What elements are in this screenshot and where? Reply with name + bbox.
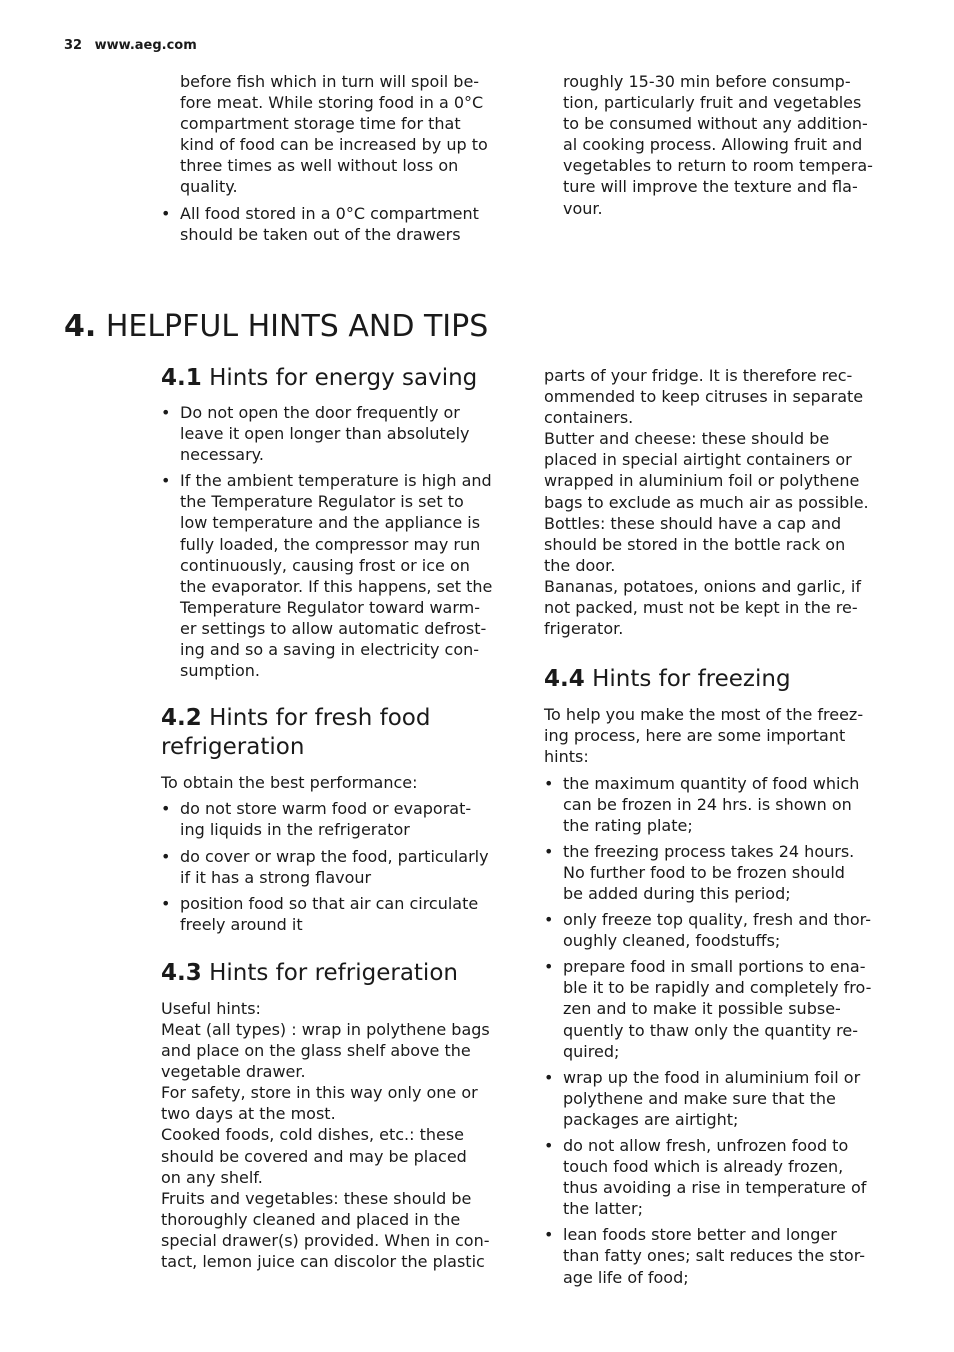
- list-item: • position food so that air can circulate freely around it: [161, 893, 521, 935]
- list-item: • the freezing process takes 24 hours. No further food to be frozen should be added during this period;: [544, 841, 914, 904]
- section-title: Hints for freezing: [592, 666, 791, 693]
- list-item: • All food stored in a 0°C compartment should be taken out of the drawers: [161, 203, 521, 245]
- chapter-title: HELPFUL HINTS AND TIPS: [105, 309, 489, 344]
- section-title: Hints for energy saving: [209, 365, 478, 391]
- section-heading-4-1: [161, 364, 521, 393]
- top-left-bullets: [161, 203, 521, 245]
- energy-saving-list: [161, 402, 521, 681]
- right-column: [544, 365, 914, 1293]
- section-intro: To help you make the most of the freez- ing process, here are some important hints:: [544, 705, 864, 767]
- freezing-list: [544, 773, 914, 1288]
- fresh-food-list: [161, 798, 521, 935]
- list-item: • only freeze top quality, fresh and thor- oughly cleaned, foodstuffs;: [544, 909, 914, 951]
- section-title: Hints for refrigeration: [209, 959, 458, 986]
- list-item: • do cover or wrap the food, particularly if it has a strong flavour: [161, 846, 521, 888]
- list-item: • lean foods store better and longer than fatty ones; salt reduces the stor- age life of food;: [544, 1224, 914, 1287]
- section-heading-4-3: [161, 959, 521, 988]
- chapter-heading: [64, 308, 488, 346]
- page-header: [64, 38, 197, 53]
- left-column: [161, 364, 521, 1272]
- refrigeration-text-continued: parts of your fridge. It is therefore rec- ommended to keep citruses in separate containers. Butter and cheese: these should be placed in special airtight containers or wrapped in aluminium foil or polythene bags to exclude as much air as possible. Bottles: these should have a cap and should be stored in the bottle rack on the door. Bananas, potatoes, onions and garlic, if not packed, must not be kept in the re- frigerator.: [544, 366, 869, 639]
- site-url: www.aeg.com: [94, 38, 197, 53]
- list-item: • If the ambient temperature is high and the Temperature Regulator is set to low temperature and the appliance is fully loaded, the compressor may run continuously, causing frost or ice on the evaporator. If this happens, set the Temperature Regulator toward warm- er settings to allow automatic defrost- ing and so a saving in electricity con- sumption.: [161, 470, 521, 681]
- section-number: 4.4: [544, 666, 585, 693]
- continued-paragraph: before fish which in turn will spoil be- fore meat. While storing food in a 0°C compartment storage time for that kind of food can be increased by up to three times as well without loss on quality.: [180, 72, 488, 197]
- section-heading-4-4: [544, 665, 914, 694]
- list-item: • prepare food in small portions to ena- ble it to be rapidly and completely fro- zen and to make it possible subse- quently to thaw only the quantity re- quired;: [544, 956, 914, 1061]
- page-number: 32: [64, 38, 83, 53]
- continued-paragraph: roughly 15-30 min before consump- tion, particularly fruit and vegetables to be consumed without any addition- al cooking process. Allowing fruit and vegetables to return to room tempera- ture will improve the texture and fla- vour.: [563, 72, 873, 218]
- section-heading-4-2: [161, 704, 521, 762]
- section-intro: To obtain the best performance:: [161, 773, 418, 793]
- chapter-number: 4.: [64, 309, 97, 344]
- top-left-column: [161, 71, 521, 250]
- section-number: 4.3: [161, 959, 202, 986]
- list-item: • the maximum quantity of food which can be frozen in 24 hrs. is shown on the rating plate;: [544, 773, 914, 836]
- list-item: • wrap up the food in aluminium foil or polythene and make sure that the packages are airtight;: [544, 1067, 914, 1130]
- list-item: • Do not open the door frequently or leave it open longer than absolutely necessary.: [161, 402, 521, 465]
- section-number: 4.2: [161, 705, 202, 732]
- section-number: 4.1: [161, 365, 202, 391]
- list-item: • do not allow fresh, unfrozen food to touch food which is already frozen, thus avoiding a rise in temperature of the latter;: [544, 1135, 914, 1219]
- top-right-column: [544, 71, 914, 219]
- section-title: Hints for fresh food refrigeration: [161, 705, 431, 761]
- list-item: • do not store warm food or evaporat- ing liquids in the refrigerator: [161, 798, 521, 840]
- refrigeration-text: Useful hints: Meat (all types) : wrap in polythene bags and place on the glass shelf above the vegetable drawer. For safety, store in this way only one or two days at the most. Cooked foods, cold dishes, etc.: these should be covered and may be placed on any shelf. Fruits and vegetables: these should be thoroughly cleaned and placed in the special drawer(s) provided. When in con- tact, lemon juice can discolor the plastic: [161, 998, 490, 1271]
